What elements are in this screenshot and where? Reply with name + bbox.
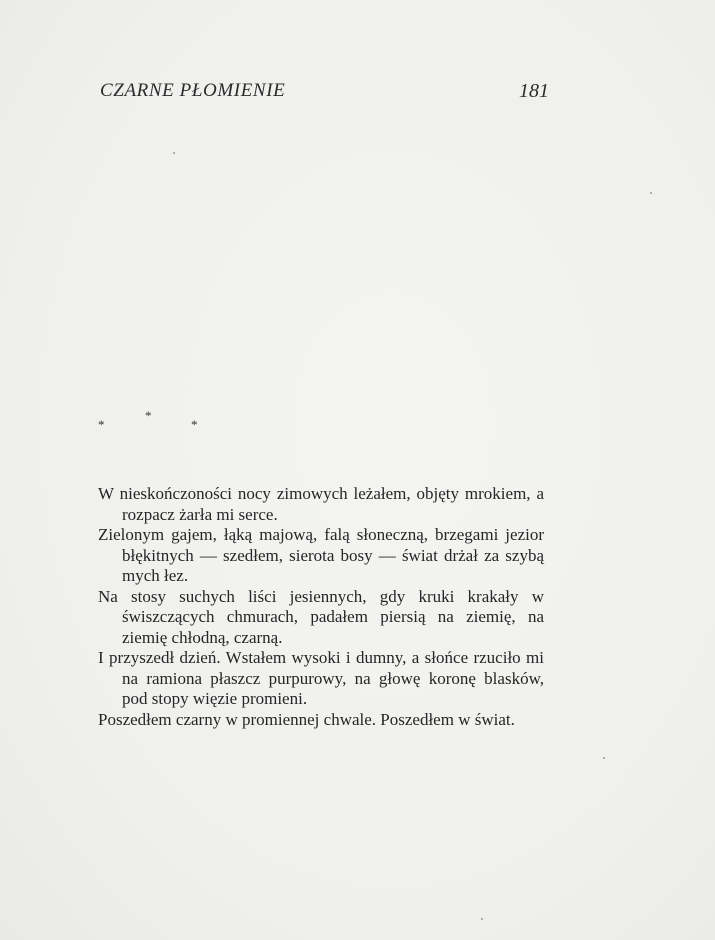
stanza-4: I przyszedł dzień. Wstałem wysoki i dumny, a słońce rzuciło mi na ramiona płaszcz purpurowy, na głowę koronę blasków, pod stopy więzie promieni. <box>98 648 544 708</box>
stanza-5: Poszedłem czarny w promiennej chwale. Poszedłem w świat. <box>98 709 515 729</box>
poem-text <box>98 484 544 730</box>
stanza-2: Zielonym gajem, łąką majową, falą słoneczną, brzegami jezior błękitnych — szedłem, sierota bosy — świat drżał za szybą mych łez. <box>98 525 544 585</box>
asterism-star: * <box>98 417 105 432</box>
asterism-star: * <box>145 408 152 423</box>
paper-speck <box>481 918 483 920</box>
asterism-star: * <box>191 417 198 432</box>
page-number: 181 <box>519 80 549 102</box>
running-title: CZARNE PŁOMIENIE <box>100 80 286 101</box>
stanza-1: W nieskończoności nocy zimowych leżałem, objęty mrokiem, a rozpacz żarła mi serce. <box>98 484 544 524</box>
paper-speck <box>603 757 605 759</box>
paper-speck <box>650 192 652 194</box>
stanza-3: Na stosy suchych liści jesiennych, gdy kruki krakały w świszczących chmurach, padałem piersią na ziemię, na ziemię chłodną, czarną. <box>98 586 544 647</box>
paper-speck <box>173 152 175 154</box>
